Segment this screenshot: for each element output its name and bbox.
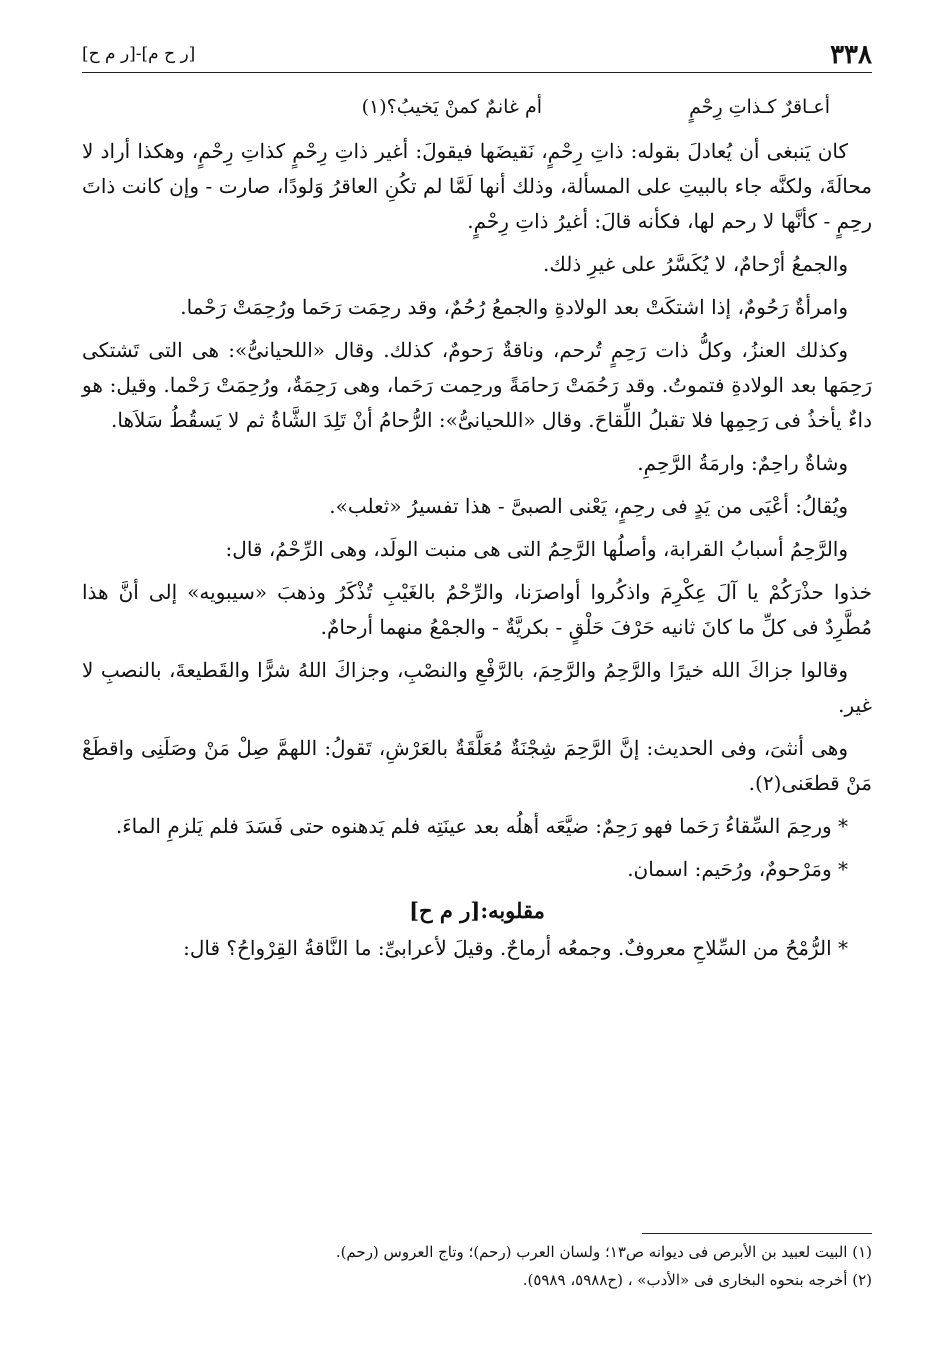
footnotes [82,1238,872,1294]
paragraph: وشاةٌ راحِمٌ: وارمَةُ الرَّحِمِ. [637,451,848,475]
footnote: (٢) أخرجه بنحوه البخارى فى «الأدب» ، (ح٥٩٨٨، ٥٩٨٩). [522,1271,872,1289]
verse-hemistich-1: أعـاقرٌ كـذاتِ رِحْمٍ [689,96,830,118]
page-header [82,38,872,72]
page-number: ٣٣٨ [830,40,872,70]
root-label: [ر ح م]-[ر م ح] [82,44,196,64]
paragraph: ويُقالُ: أعْيَى من يَدٍ فى رحِمٍ، يَعْنى الصبىَّ - هذا تفسيرُ «ثعلب». [329,494,848,518]
paragraph: والجمعُ أرْحامٌ، لا يُكَسَّرُ على غيرِ ذلك. [543,252,848,276]
paragraph: * الرُّمْحُ من السِّلاحِ معروفٌ. وجمعُه أرماحٌ. وقيلَ لأعرابىِّ: ما النَّاقةُ القِرْواحُ؟ قال: [183,936,848,960]
verse [82,94,872,134]
verse-hemistich-2: أم غانمٌ كمنْ يَخيبُ؟(١) [361,96,542,118]
paragraph: * ومَرْحومٌ، ورُحَيم: اسمان. [627,857,848,881]
paragraph: كان يَنبغى أن يُعادلَ بقوله: ذاتِ رِحْمٍ، نَقيضَها فيقولَ: أغير ذاتِ رِحْمٍ كذاتِ رِحْمٍ، وهكذا أراد لا محالَةَ، ولكنَّه جاء بالبيتِ على المسألة، وذلك أنها لَمَّا لم تكُنِ العاقرُ وَلودًا، صارت - وإن كانت ذاتَ رحِمٍ - كأنَّها لا رحم لها، فكأنه قالَ: أغيرُ ذاتِ رِحْمٍ. [82,139,872,233]
page [82,38,872,1289]
paragraph: وقالوا جزاكَ الله خيرًا والرَّحِمُ والرَّحِمَ، بالرَّفْعِ والنصْبِ، وجزاكَ اللهُ شرًّا والقَطيعةَ، بالنصبِ لا غير. [82,658,872,717]
paragraph: وهى أنثىَ، وفى الحديث: إنَّ الرَّحِمَ شِجْنَةٌ مُعَلَّقَةٌ بالعَرْشِ، تَقولُ: اللهمَّ صِلْ مَنْ وصَلَنِى واقطَعْ مَنْ قطعَنى(٢). [82,736,872,795]
paragraph: وكذلك العنزُ، وكلُّ ذات رَحِمٍ تُرحم، وناقةٌ رَحومٌ، كذلك. وقال «اللحيانىُّ»: هى التى تَشتكى رَحِمَها بعد الولادةِ فتموتُ. وقد رَحُمَتْ رَحامَةً ورحِمت رَحَما، وهى رَحِمَةٌ، ورُحِمَتْ رَحْما. وقيل: هو داءٌ يأخذُ فى رَحِمِها فلا تقبلُ اللِّقاحَ. وقال «اللحيانىُّ»: الرُّحامُ أنْ تَلِدَ الشَّاةُ ثم لا يَسقُطُ سَلاَها. [82,338,872,432]
main-text [82,94,872,966]
paragraph: والرَّحِمُ أسبابُ القرابة، وأصلُها الرَّحِمُ التى هى منبت الولَد، وهى الرِّحْمُ، قال: [225,537,848,561]
paragraph: وامرأةٌ رَحُومٌ، إذا اشتكَتْ بعد الولادةِ والجمعُ رُحُمٌ، وقد رحِمَت رَحَما ورُحِمَتْ رَحْما. [180,295,848,319]
paragraph: * ورحِمَ السِّقاءُ رَحَما فهو رَحِمٌ: ضيَّعَه أهلُه بعد عينَتِه فلم يَدهنوه حتى فَسَدَ فلم يَلزمِ الماءَ. [115,814,848,838]
subheading: مقلوبه:[ر م ح] [409,898,545,923]
header-rule [82,72,872,73]
paragraph: خذوا حذْرَكُمْ يا آلَ عِكْرِمَ واذكُروا أواصرَنا، والرِّحْمُ بالغَيْبِ تُذْكَرُ وذهبَ «سيبويه» إلى أنَّ هذا مُطَّرِدٌ فى كلِّ ما كانَ ثانيه حَرْفَ حَلْقٍ - بكريَّةٌ - والجمْعُ منهما أرحامٌ. [82,580,872,639]
footnote-rule [642,1233,872,1234]
footnote: (١) البيت لعبيد بن الأبرص فى ديوانه ص١٣؛ ولسان العرب (رحم)؛ وتاج العروس (رحم). [335,1243,872,1261]
